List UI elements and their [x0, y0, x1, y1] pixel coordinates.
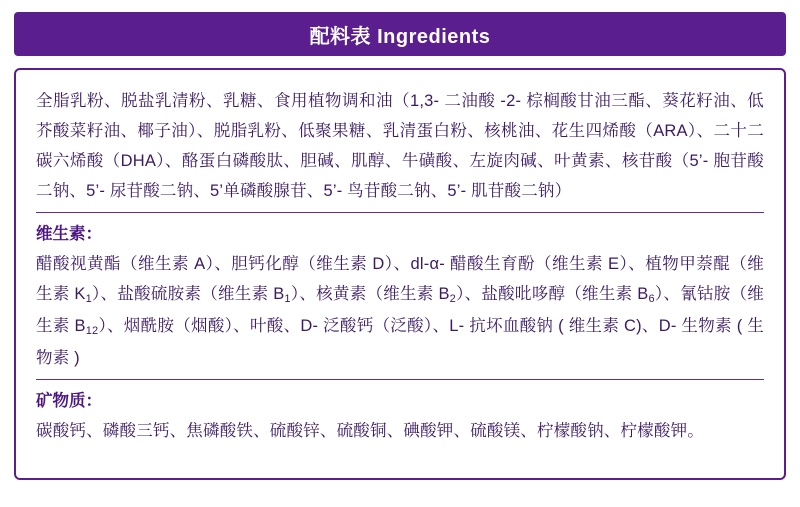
vitamin-b6-subscript: 6 — [648, 293, 655, 305]
vitamins-text-part1: 醋酸视黄酯（维生素 A）、胆钙化醇（维生素 D）、dl-α- 醋酸生育酚（维生素 E）、植物甲萘醌（维生素 K — [36, 255, 764, 303]
vitamins-text-part5: ）、氰钴胺（维生素 B — [36, 285, 764, 335]
vitamins-text-part3: ）、核黄素（维生素 B — [290, 285, 450, 303]
divider-vitamins — [36, 212, 764, 213]
vitamin-b1-subscript: 1 — [284, 293, 291, 305]
ingredients-panel — [14, 68, 786, 480]
minerals-section-title: 矿物质： — [36, 392, 102, 410]
minerals-text: 碳酸钙、磷酸三钙、焦磷酸铁、硫酸锌、硫酸铜、碘酸钾、硫酸镁、柠檬酸钠、柠檬酸钾。 — [36, 422, 704, 440]
header-bar — [14, 12, 786, 56]
vitamins-text — [36, 249, 764, 373]
vitamin-b12-subscript: 12 — [85, 325, 99, 337]
vitamins-section-title: 维生素： — [36, 225, 102, 243]
vitamin-b2-subscript: 2 — [449, 293, 456, 305]
vitamins-text-part2: ）、盐酸硫胺素（维生素 B — [91, 285, 285, 303]
page-title: 配料表 Ingredients — [309, 25, 491, 48]
divider-minerals — [36, 379, 764, 380]
vitamins-text-part4: ）、盐酸吡哆醇（维生素 B — [455, 285, 649, 303]
vitamin-k-subscript: 1 — [85, 293, 92, 305]
vitamins-text-part6: ）、烟酰胺（烟酸）、叶酸、D- 泛酸钙（泛酸）、L- 抗坏血酸钠 ( 维生素 C)、D- 生物素 ( 生物素 ) — [36, 317, 764, 367]
main-ingredients-text: 全脂乳粉、脱盐乳清粉、乳糖、食用植物调和油（1,3- 二油酸 -2- 棕榈酸甘油三酯、葵花籽油、低芥酸菜籽油、椰子油）、脱脂乳粉、低聚果糖、乳清蛋白粉、核桃油、花生四烯酸（ARA）、二十二碳六烯酸（DHA）、酪蛋白磷酸肽、胆碱、肌醇、牛磺酸、左旋肉碱、叶黄素、核苷酸（5’- 胞苷酸二钠、5’- 尿苷酸二钠、5’单磷酸腺苷、5’- 鸟苷酸二钠、5’- 肌苷酸二钠） — [36, 92, 764, 200]
